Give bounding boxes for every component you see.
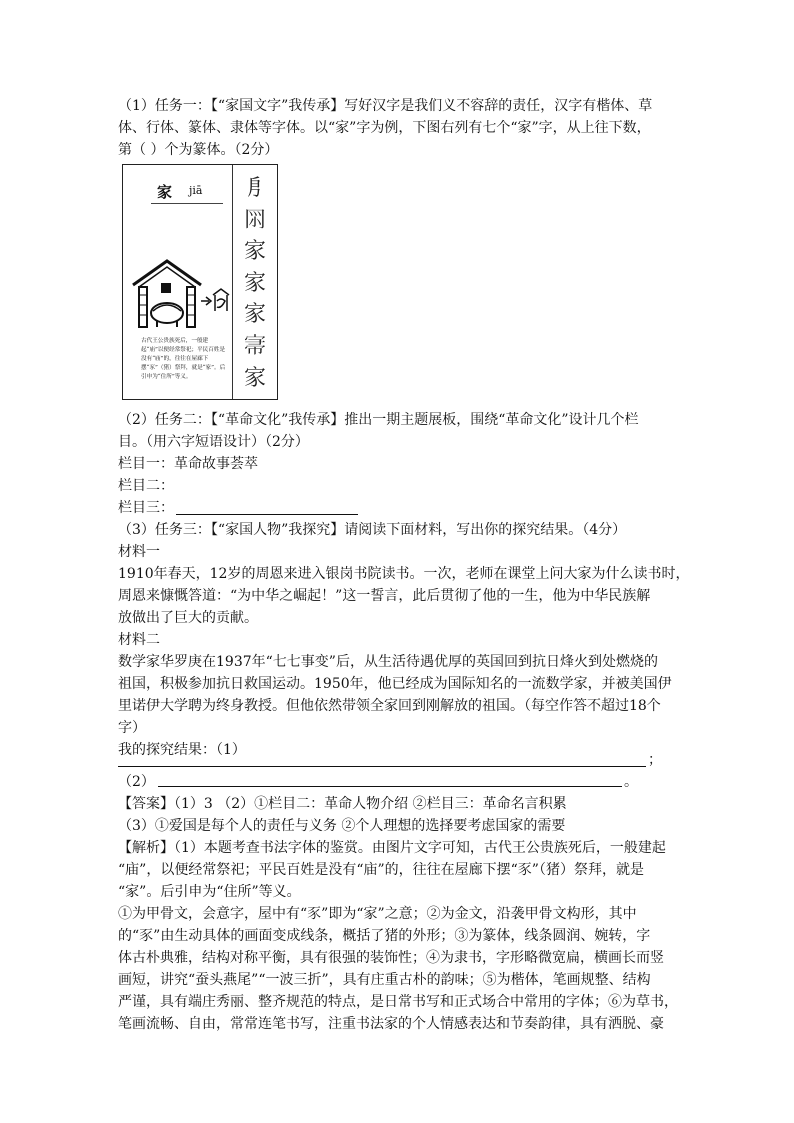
task2-line1: （2）任务二：【“革命文化”我传承】推出一期主题展板，围绕“革命文化”设计几个栏 bbox=[118, 412, 639, 428]
task1-line2: 体、行体、篆体、隶体等字体。以“家”字为例，下图右列有七个“家”字，从上往下数， bbox=[118, 120, 651, 136]
material2-title: 材料二 bbox=[118, 632, 160, 648]
analysis-line8: 严谨，具有端庄秀丽、整齐规范的特点，是日常书写和正式场合中常用的字体；⑥为草书， bbox=[118, 994, 678, 1010]
result2-blank bbox=[158, 786, 622, 787]
result1-semicolon: ； bbox=[648, 752, 662, 768]
glyph-3: 家 bbox=[243, 239, 266, 265]
glyph-6: 𡨦 bbox=[243, 333, 266, 359]
task1-line1: （1）任务一：【“家国文字”我传承】写好汉字是我们义不容辞的责任，汉字有楷体、草 bbox=[118, 98, 653, 114]
analysis-line3: “家”。后引申为“住所”等义。 bbox=[118, 884, 301, 900]
result2-period: 。 bbox=[624, 774, 638, 790]
answer-line2: （3）①爱国是每个人的责任与义务 ②个人理想的选择要考虑国家的需要 bbox=[118, 818, 566, 834]
material2-line4: 字） bbox=[118, 720, 146, 736]
column3-blank bbox=[176, 514, 358, 515]
figure-underline bbox=[151, 203, 223, 204]
glyph-column bbox=[237, 173, 273, 394]
material2-line1: 数学家华罗庚在1937年“七七事变”后，从生活待遇优厚的英国回到抗日烽火到处燃烧的 bbox=[118, 654, 658, 670]
glyph-5: 家 bbox=[243, 302, 266, 328]
material1-line2: 周恩来慷慨答道：“为中华之崛起！”这一誓言，此后贯彻了他的一生，他为中华民族解 bbox=[118, 588, 651, 604]
material2-line3: 里诺伊大学聘为终身教授。但他依然带领全家回到刚解放的祖国。（每空作答不超过18个 bbox=[118, 698, 661, 714]
glyph-2: 𠕘 bbox=[243, 207, 266, 233]
house-illustration bbox=[127, 255, 231, 331]
task2-column1: 栏目一：革命故事荟萃 bbox=[118, 456, 258, 472]
analysis-line6: 体古朴典雅，结构对称平衡，具有很强的装饰性；④为隶书，字形略微宽扁，横画长而竖 bbox=[118, 950, 664, 966]
material1-title: 材料一 bbox=[118, 544, 160, 560]
analysis-line4: ①为甲骨文，会意字，屋中有“豕”即为“家”之意；②为金文，沿袭甲骨文构形，其中 bbox=[118, 906, 637, 922]
analysis-line2: “庙”，以便经常祭祀；平民百姓是没有“庙”的，往往在屋廊下摆“豕”（猪）祭拜，就是 bbox=[118, 862, 644, 878]
figure-pinyin: jiā bbox=[189, 184, 203, 197]
task1-line3: 第（ ）个为篆体。（2分） bbox=[118, 142, 279, 158]
figure-divider bbox=[232, 165, 233, 399]
task2-line2: 目。（用六字短语设计）（2分） bbox=[118, 434, 309, 450]
glyph-1: 㐆 bbox=[243, 176, 266, 201]
figure-title: 家 bbox=[157, 183, 173, 201]
task2-column3: 栏目三： bbox=[118, 500, 174, 516]
result-label: 我的探究结果：（1） bbox=[118, 742, 246, 758]
material2-line2: 祖国，积极参加抗日救国运动。1950年，他已经成为国际知名的一流数学家，并被美国伊 bbox=[118, 676, 672, 692]
result1-blank bbox=[118, 766, 646, 767]
task3-line1: （3）任务三：【“家国人物”我探究】请阅读下面材料，写出你的探究结果。（4分） bbox=[118, 522, 627, 538]
figure-caption: 古代王公贵族死后，一般建起“庙”以便经常祭祀；平民百姓是没有“庙”的，往往在屋廊下摆“豕”（猪）祭拜，就是“家”。后引申为“住所”等义。 bbox=[141, 338, 226, 380]
material1-line3: 放做出了巨大的贡献。 bbox=[118, 610, 258, 626]
material1-line1: 1910年春天，12岁的周恩来进入银岗书院读书。一次，老师在课堂上问大家为什么读书时， bbox=[118, 566, 690, 582]
glyph-7: 家 bbox=[243, 365, 266, 391]
result2-label: （2） bbox=[118, 774, 155, 790]
jia-character-figure bbox=[122, 164, 278, 400]
analysis-line9: 笔画流畅、自由，常常连笔书写，注重书法家的个人情感表达和节奏韵律，具有洒脱、豪 bbox=[118, 1016, 664, 1032]
analysis-line7: 画短，讲究“蚕头燕尾”“一波三折”，具有庄重古朴的韵味；⑤为楷体，笔画规整、结构 bbox=[118, 972, 651, 988]
task2-column2: 栏目二： bbox=[118, 478, 174, 494]
analysis-line5: 的“豕”由生动具体的画面变成线条，概括了猪的外形；③为篆体，线条圆润、婉转，字 bbox=[118, 928, 651, 944]
glyph-4: 家 bbox=[243, 270, 266, 296]
analysis-line1: 【解析】（1）本题考查书法字体的鉴赏。由图片文字可知，古代王公贵族死后，一般建起 bbox=[118, 840, 666, 856]
answer-line1: 【答案】（1）3 （2）①栏目二：革命人物介绍 ②栏目三：革命名言积累 bbox=[118, 796, 567, 812]
